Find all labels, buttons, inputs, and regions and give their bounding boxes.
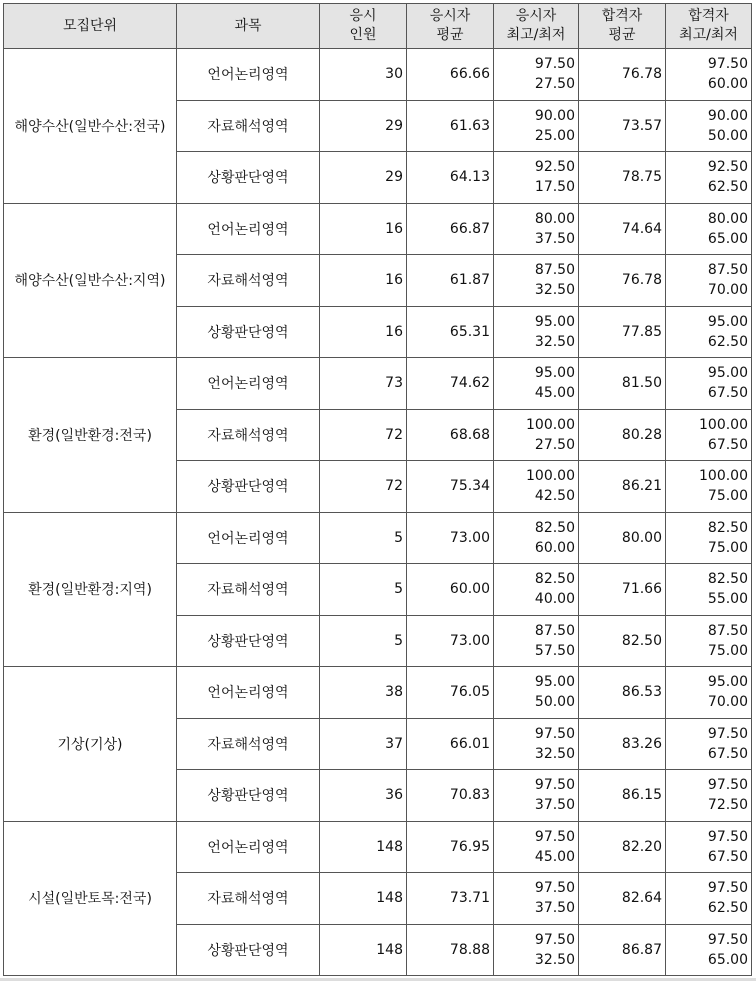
passer-max-min-cell: 87.50 70.00 [666,255,752,307]
applicants-cell: 16 [320,255,407,307]
header-unit: 모집단위 [4,4,177,49]
applicant-average-cell: 61.63 [407,100,494,152]
applicants-cell: 72 [320,409,407,461]
passer-average-cell: 74.64 [579,203,666,255]
passer-average-cell: 71.66 [579,564,666,616]
subject-cell: 상황판단영역 [177,770,320,822]
passer-max-min-cell: 97.50 67.50 [666,821,752,873]
header-applicant-average: 응시자 평균 [407,4,494,49]
passer-average-cell: 86.21 [579,461,666,513]
subject-cell: 상황판단영역 [177,306,320,358]
applicant-average-cell: 65.31 [407,306,494,358]
passer-average-cell: 81.50 [579,358,666,410]
applicant-average-cell: 75.34 [407,461,494,513]
recruit-unit-cell: 환경(일반환경:전국) [4,358,177,513]
subject-cell: 언어논리영역 [177,821,320,873]
applicants-cell: 16 [320,203,407,255]
applicant-average-cell: 66.66 [407,49,494,101]
passer-max-min-cell: 95.00 67.50 [666,358,752,410]
passer-average-cell: 73.57 [579,100,666,152]
subject-cell: 자료해석영역 [177,873,320,925]
applicant-average-cell: 73.00 [407,512,494,564]
subject-cell: 언어논리영역 [177,358,320,410]
applicants-cell: 148 [320,924,407,976]
passer-average-cell: 80.00 [579,512,666,564]
applicant-average-cell: 73.00 [407,615,494,667]
header-passer-max-min: 합격자 최고/최저 [666,4,752,49]
applicant-average-cell: 64.13 [407,152,494,204]
table-row [4,821,752,873]
applicant-average-cell: 73.71 [407,873,494,925]
table-row [4,203,752,255]
passer-average-cell: 83.26 [579,718,666,770]
applicants-cell: 5 [320,615,407,667]
subject-cell: 언어논리영역 [177,667,320,719]
passer-average-cell: 86.15 [579,770,666,822]
subject-cell: 언어논리영역 [177,49,320,101]
subject-cell: 상황판단영역 [177,152,320,204]
table-row [4,512,752,564]
subject-cell: 상황판단영역 [177,924,320,976]
applicants-cell: 38 [320,667,407,719]
applicants-cell: 5 [320,512,407,564]
applicant-average-cell: 76.05 [407,667,494,719]
applicant-max-min-cell: 97.50 27.50 [494,49,579,101]
applicant-average-cell: 76.95 [407,821,494,873]
passer-max-min-cell: 100.00 67.50 [666,409,752,461]
passer-average-cell: 76.78 [579,49,666,101]
applicant-average-cell: 70.83 [407,770,494,822]
passer-average-cell: 86.53 [579,667,666,719]
table-row [4,358,752,410]
applicant-max-min-cell: 97.50 37.50 [494,873,579,925]
header-passer-average: 합격자 평균 [579,4,666,49]
table-row [4,49,752,101]
applicant-average-cell: 74.62 [407,358,494,410]
subject-cell: 자료해석영역 [177,255,320,307]
passer-max-min-cell: 82.50 55.00 [666,564,752,616]
header-applicants: 응시 인원 [320,4,407,49]
applicants-cell: 36 [320,770,407,822]
recruit-unit-cell: 해양수산(일반수산:지역) [4,203,177,358]
passer-max-min-cell: 97.50 65.00 [666,924,752,976]
header-subject: 과목 [177,4,320,49]
applicant-average-cell: 68.68 [407,409,494,461]
applicant-average-cell: 60.00 [407,564,494,616]
recruit-unit-cell: 환경(일반환경:지역) [4,512,177,667]
applicant-average-cell: 78.88 [407,924,494,976]
applicants-cell: 37 [320,718,407,770]
applicants-cell: 30 [320,49,407,101]
applicant-max-min-cell: 95.00 50.00 [494,667,579,719]
applicant-max-min-cell: 97.50 32.50 [494,924,579,976]
applicants-cell: 16 [320,306,407,358]
subject-cell: 상황판단영역 [177,615,320,667]
applicants-cell: 73 [320,358,407,410]
applicant-max-min-cell: 97.50 45.00 [494,821,579,873]
passer-average-cell: 82.20 [579,821,666,873]
applicant-max-min-cell: 87.50 57.50 [494,615,579,667]
applicant-max-min-cell: 82.50 40.00 [494,564,579,616]
passer-average-cell: 76.78 [579,255,666,307]
subject-cell: 자료해석영역 [177,409,320,461]
subject-cell: 자료해석영역 [177,718,320,770]
subject-cell: 상황판단영역 [177,461,320,513]
subject-cell: 자료해석영역 [177,100,320,152]
applicant-max-min-cell: 80.00 37.50 [494,203,579,255]
applicant-max-min-cell: 100.00 27.50 [494,409,579,461]
passer-max-min-cell: 80.00 65.00 [666,203,752,255]
passer-average-cell: 78.75 [579,152,666,204]
applicants-cell: 5 [320,564,407,616]
passer-max-min-cell: 97.50 72.50 [666,770,752,822]
applicants-cell: 29 [320,100,407,152]
applicant-average-cell: 66.01 [407,718,494,770]
recruit-unit-cell: 해양수산(일반수산:전국) [4,49,177,204]
applicant-average-cell: 66.87 [407,203,494,255]
passer-max-min-cell: 82.50 75.00 [666,512,752,564]
applicants-cell: 72 [320,461,407,513]
table-body [4,49,752,976]
passer-max-min-cell: 100.00 75.00 [666,461,752,513]
passer-average-cell: 82.50 [579,615,666,667]
passer-max-min-cell: 87.50 75.00 [666,615,752,667]
passer-max-min-cell: 95.00 70.00 [666,667,752,719]
applicants-cell: 148 [320,821,407,873]
subject-cell: 자료해석영역 [177,564,320,616]
applicant-max-min-cell: 95.00 32.50 [494,306,579,358]
applicant-average-cell: 61.87 [407,255,494,307]
score-table [3,3,752,976]
passer-max-min-cell: 97.50 60.00 [666,49,752,101]
subject-cell: 언어논리영역 [177,512,320,564]
recruit-unit-cell: 시설(일반토목:전국) [4,821,177,976]
applicants-cell: 29 [320,152,407,204]
header-applicant-max-min: 응시자 최고/최저 [494,4,579,49]
applicant-max-min-cell: 82.50 60.00 [494,512,579,564]
passer-average-cell: 77.85 [579,306,666,358]
applicant-max-min-cell: 97.50 37.50 [494,770,579,822]
applicant-max-min-cell: 95.00 45.00 [494,358,579,410]
passer-average-cell: 86.87 [579,924,666,976]
applicant-max-min-cell: 92.50 17.50 [494,152,579,204]
passer-max-min-cell: 95.00 62.50 [666,306,752,358]
applicant-max-min-cell: 87.50 32.50 [494,255,579,307]
subject-cell: 언어논리영역 [177,203,320,255]
passer-max-min-cell: 92.50 62.50 [666,152,752,204]
passer-average-cell: 82.64 [579,873,666,925]
passer-max-min-cell: 97.50 67.50 [666,718,752,770]
passer-max-min-cell: 97.50 62.50 [666,873,752,925]
table-header [4,4,752,49]
passer-average-cell: 80.28 [579,409,666,461]
passer-max-min-cell: 90.00 50.00 [666,100,752,152]
applicants-cell: 148 [320,873,407,925]
applicant-max-min-cell: 97.50 32.50 [494,718,579,770]
applicant-max-min-cell: 100.00 42.50 [494,461,579,513]
recruit-unit-cell: 기상(기상) [4,667,177,822]
table-row [4,667,752,719]
applicant-max-min-cell: 90.00 25.00 [494,100,579,152]
